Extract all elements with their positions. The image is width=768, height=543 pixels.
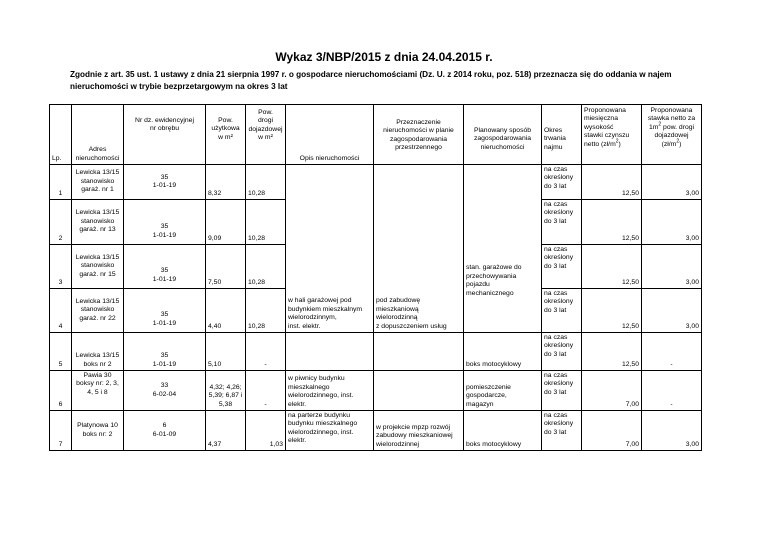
cell-okres: na czas określony do 3 lat: [542, 371, 582, 411]
cell-adres: Lewicka 13/15 stanowisko garaż. nr 1: [72, 165, 124, 200]
cell-stawka: 12,50: [582, 289, 642, 333]
header-przeznaczenie: Przeznaczenie nieruchomości w planie zagospodarowania przestrzennego: [374, 105, 464, 165]
table-row: [50, 371, 702, 411]
cell-stawka-droga: -: [642, 333, 702, 371]
page-title: Wykaz 3/NBP/2015 z dnia 24.04.2015 r.: [275, 50, 493, 64]
cell-stawka-droga: 3,00: [642, 245, 702, 289]
header-nr-dz: Nr dz. ewidencyjnej nr obrębu: [124, 105, 206, 165]
cell-przeznaczenie-empty: [374, 333, 464, 371]
cell-przeznaczenie-platynowa: w projekcie mpzp rozwój zabudowy mieszkaniowej wielorodzinnej: [374, 411, 464, 451]
cell-stawka: 7,00: [582, 411, 642, 451]
cell-adres: Pawia 30 boksy nr: 2, 3, 4, 5 i 8: [72, 371, 124, 411]
cell-stawka: 12,50: [582, 333, 642, 371]
header-okres: Okres trwania najmu: [542, 105, 582, 165]
cell-pow-drogi: 10,28: [246, 289, 286, 333]
cell-pow-uzytkowa: 9,09: [206, 200, 246, 245]
cell-pow-uzytkowa: 7,50: [206, 245, 246, 289]
cell-pow-drogi: 10,28: [246, 200, 286, 245]
cell-okres: na czas określony do 3 lat: [542, 411, 582, 451]
cell-nr-dz: 33 6-02-04: [124, 371, 206, 411]
cell-nr-dz: 35 1-01-19: [124, 245, 206, 289]
cell-okres: na czas określony do 3 lat: [542, 333, 582, 371]
cell-opis-garaz: w hali garażowej pod budynkiem mieszkalnym wielorodzinnym, inst. elektr.: [286, 165, 374, 333]
cell-pow-drogi: 1,03: [246, 411, 286, 451]
cell-sposob-boks: boks motocyklowy: [464, 333, 542, 371]
cell-nr-dz: 35 1-01-19: [124, 333, 206, 371]
cell-stawka-droga: 3,00: [642, 200, 702, 245]
cell-lp: 2: [50, 200, 72, 245]
cell-sposob-garaz: stan. garażowe do przechowywania pojazdu mechanicznego: [464, 165, 542, 333]
table-row: [50, 333, 702, 371]
cell-lp: 1: [50, 165, 72, 200]
cell-przeznaczenie-garaz: pod zabudowę mieszkaniową wielorodzinną z dopuszczeniem usług: [374, 165, 464, 333]
cell-stawka-droga: 3,00: [642, 289, 702, 333]
cell-pow-uzytkowa: 8,32: [206, 165, 246, 200]
cell-nr-dz: 35 1-01-19: [124, 165, 206, 200]
header-sposob: Planowany sposób zagospodarowania nieruchomości: [464, 105, 542, 165]
cell-stawka: 12,50: [582, 245, 642, 289]
cell-pow-drogi: -: [246, 333, 286, 371]
cell-adres: Lewicka 13/15 stanowisko garaż. nr 13: [72, 200, 124, 245]
cell-nr-dz: 6 6-01-09: [124, 411, 206, 451]
cell-nr-dz: 35 1-01-19: [124, 289, 206, 333]
cell-lp: 7: [50, 411, 72, 451]
cell-adres: Lewicka 13/15 stanowisko garaż. nr 22: [72, 289, 124, 333]
header-pow-uzytkowa: Pow. użytkowa w m²: [206, 105, 246, 165]
intro-paragraph: Zgodnie z art. 35 ust. 1 ustawy z dnia 21 sierpnia 1997 r. o gospodarce nieruchomościami (Dz. U. z 2014 roku, poz. 518) przeznacza się do oddania w najem nieruchomości w trybie bezprzetargowym na okres 3 lat: [70, 70, 672, 91]
cell-pow-uzytkowa: 5,10: [206, 333, 246, 371]
cell-nr-dz: 35 1-01-19: [124, 200, 206, 245]
header-opis: Opis nieruchomości: [286, 105, 374, 165]
cell-okres: na czas określony do 3 lat: [542, 245, 582, 289]
cell-pow-drogi: 10,28: [246, 165, 286, 200]
cell-okres: na czas określony do 3 lat: [542, 200, 582, 245]
cell-pow-uzytkowa: 4,40: [206, 289, 246, 333]
cell-pow-drogi: -: [246, 371, 286, 411]
cell-przeznaczenie-empty: [374, 371, 464, 411]
header-pow-drogi: Pow. drogi dojazdowej w m²: [246, 105, 286, 165]
cell-stawka-droga: 3,00: [642, 411, 702, 451]
cell-lp: 3: [50, 245, 72, 289]
header-stawka-miesieczna: Proponowana miesięczna wysokość stawki czynszu netto $(zł/m^2)$: [582, 105, 642, 165]
cell-opis-platynowa: na parterze budynku budynku mieszkalnego wielorodzinnego, inst. elektr.: [286, 411, 374, 451]
cell-opis-pawia: w piwnicy budynku mieszkalnego wielorodzinnego, inst. elektr.: [286, 371, 374, 411]
cell-pow-drogi: 10,28: [246, 245, 286, 289]
header-adres: Adres nieruchomości: [72, 105, 124, 165]
cell-lp: 4: [50, 289, 72, 333]
table-row: [50, 165, 702, 200]
cell-stawka: 7,00: [582, 371, 642, 411]
cell-pow-uzytkowa: 4,32; 4,26; 5,39; 6,87 i 5,38: [206, 371, 246, 411]
table-row: [50, 411, 702, 451]
header-stawka-drogi: Proponowana stawka netto za $1m^2$ pow. drogi dojazdowej $(zł/m^2)$: [642, 105, 702, 165]
cell-okres: na czas określony do 3 lat: [542, 289, 582, 333]
cell-lp: 6: [50, 371, 72, 411]
cell-opis-empty: [286, 333, 374, 371]
table-header-row: [50, 105, 702, 165]
header-lp: Lp.: [50, 105, 72, 165]
cell-lp: 5: [50, 333, 72, 371]
cell-okres: na czas określony do 3 lat: [542, 165, 582, 200]
cell-sposob-platynowa: boks motocyklowy: [464, 411, 542, 451]
cell-stawka-droga: 3,00: [642, 165, 702, 200]
cell-stawka-droga: -: [642, 371, 702, 411]
cell-pow-uzytkowa: 4,37: [206, 411, 246, 451]
property-table: [49, 104, 702, 451]
cell-adres: Lewicka 13/15 boks nr 2: [72, 333, 124, 371]
cell-stawka: 12,50: [582, 165, 642, 200]
cell-adres: Platynowa 10 boks nr: 2: [72, 411, 124, 451]
cell-stawka: 12,50: [582, 200, 642, 245]
cell-sposob-pawia: pomieszczenie gospodarcze, magazyn: [464, 371, 542, 411]
cell-adres: Lewicka 13/15 stanowisko garaż. nr 15: [72, 245, 124, 289]
